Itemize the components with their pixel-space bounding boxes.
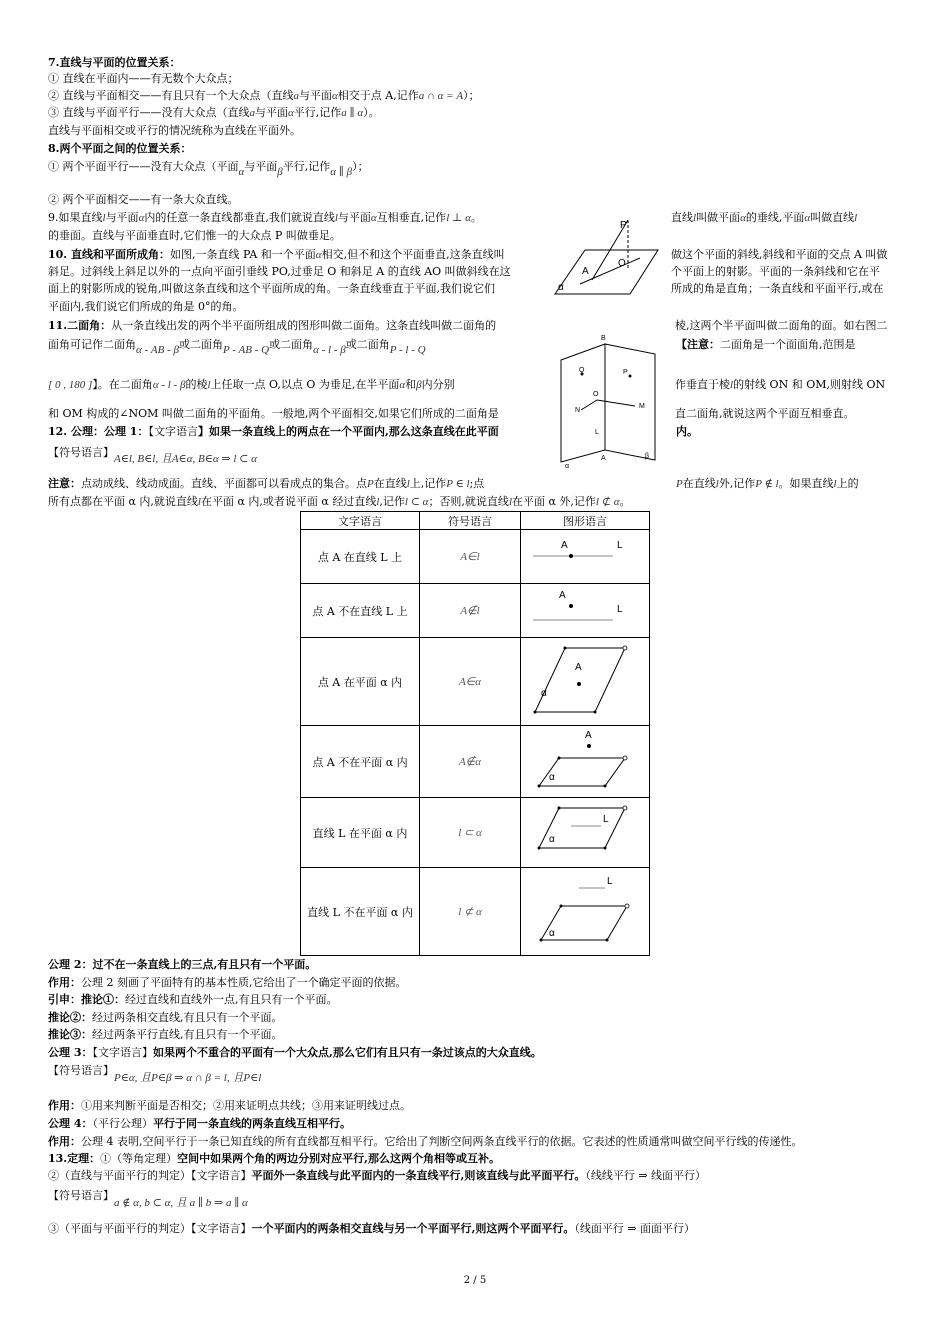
plane-alpha-shape bbox=[535, 648, 625, 712]
label-alpha: α bbox=[549, 928, 555, 939]
s7-item1: ① 直线在平面内——有无数个大众点； bbox=[48, 72, 239, 85]
table-cell-sym: l ⊄ α bbox=[420, 868, 521, 956]
dihedral-angle-figure bbox=[555, 330, 667, 470]
table-cell-text: 直线 L 不在平面 α 内 bbox=[301, 868, 420, 956]
s9-line1: 9.如果直线l与平面α内的任意一条直线都垂直,我们就说直线l与平面α互相垂直,记作l ⊥ α。 bbox=[48, 211, 482, 224]
s11-right1: 棱,这两个半平面叫做二面角的面。如右图二 bbox=[675, 319, 888, 332]
label-O: O bbox=[618, 258, 626, 269]
point-A bbox=[587, 744, 591, 748]
table-cell-text: 点 A 在直线 L 上 bbox=[301, 530, 420, 584]
label-A: A bbox=[582, 266, 589, 277]
table-cell-fig bbox=[521, 638, 650, 726]
s9-line2: 的垂面。直线与平面垂直时,它们惟一的大众点 P 叫做垂足。 bbox=[48, 229, 341, 242]
label-L: L bbox=[617, 540, 623, 551]
s8-title: 8.两个平面之间的位置关系： bbox=[48, 142, 192, 155]
ray-ON bbox=[581, 400, 597, 410]
table-cell-fig bbox=[521, 726, 650, 798]
s11-right2: 【注意：二面角是一个面面角,范围是 bbox=[676, 338, 856, 351]
label-beta: β bbox=[645, 453, 650, 460]
label-A: A bbox=[559, 590, 566, 601]
point-A bbox=[569, 554, 573, 558]
s7-title: 7.直线与平面的位置关系： bbox=[48, 56, 181, 69]
s10-line3: 面上的射影所成的锐角,叫做这条直线和这个平面所成的角。一条直线垂直于平面,我们说它们 bbox=[48, 282, 495, 295]
table-cell-sym: A∉α bbox=[420, 726, 521, 798]
ray-OM bbox=[597, 400, 635, 406]
s12-symbolic: 【符号语言】A∈l, B∈l, 且A∈α, B∈α ⇒ l ⊂ α bbox=[48, 446, 257, 465]
note-line1: 注意：点动成线、线动成面。直线、平面都可以看成点的集合。点P在直线l上,记作P ∈ l;点 bbox=[48, 477, 485, 490]
label-B: B bbox=[601, 335, 606, 342]
label-alpha: α bbox=[558, 282, 564, 293]
s10-line2: 斜足。过斜线上斜足以外的一点向平面引垂线 PO,过垂足 O 和斜足 A 的直线 AO 叫做斜线在这 bbox=[48, 265, 511, 278]
s10-line4: 平面内,我们说它们所成的角是 0°的角。 bbox=[48, 300, 244, 313]
point-P bbox=[629, 375, 632, 378]
table-cell-text: 直线 L 在平面 α 内 bbox=[301, 798, 420, 868]
note-line2: 所有点都在平面 α 内,就说直线l在平面 α 内,或者说平面 α 经过直线l,记作l ⊂ α；否则,就说直线l在平面 α 外,记作l ⊄ α。 bbox=[48, 495, 631, 508]
s10-right1: 做这个平面的斜线,斜线和平面的交点 A 叫做 bbox=[671, 248, 888, 261]
s9-line1-right: 直线l叫做平面α的垂线,平面α叫做直线l bbox=[671, 211, 858, 224]
table-cell-fig bbox=[521, 530, 650, 584]
s13-line2: ②（直线与平面平行的判定）【文字语言】平面外一条直线与此平面内的一条直线平行,则该直线与此平面平行。（线线平行 ⇒ 线面平行） bbox=[48, 1169, 707, 1182]
table-row bbox=[301, 530, 650, 584]
point-on-line-figure bbox=[521, 530, 649, 580]
s11-right3: 作垂直于棱l的射线 ON 和 OM,则射线 ON bbox=[675, 378, 886, 391]
table-cell-text: 点 A 在平面 α 内 bbox=[301, 638, 420, 726]
table-cell-sym: A∈α bbox=[420, 638, 521, 726]
axiom4-use: 作用：公理 4 表明,空间平行于一条已知直线的所有直线都互相平行。它给出了判断空间两条直线平行的依据。它表述的性质通常叫做空间平行线的传递性。 bbox=[48, 1135, 803, 1148]
note-line1-right: P在直线l外,记作P ∉ l。如果直线l上的 bbox=[676, 477, 859, 490]
label-O2: O bbox=[593, 391, 599, 398]
s10-right3: 所成的角是直角；一条直线和平面平行,或在 bbox=[671, 282, 884, 295]
point-A bbox=[569, 604, 573, 608]
axiom1-table bbox=[300, 511, 650, 956]
point-in-plane-figure bbox=[521, 638, 649, 722]
line-off-plane-figure bbox=[521, 868, 649, 952]
label-A: A bbox=[585, 730, 592, 741]
label-l: L bbox=[595, 429, 599, 436]
label-L: L bbox=[603, 814, 609, 825]
half-plane-alpha bbox=[561, 344, 605, 462]
s11-right4: 直二面角,就说这两个平面互相垂直。 bbox=[675, 407, 855, 420]
label-L: L bbox=[607, 876, 613, 887]
table-cell-sym: l ⊂ α bbox=[420, 798, 521, 868]
table-cell-fig bbox=[521, 798, 650, 868]
point-A bbox=[577, 682, 581, 686]
label-Q: Q bbox=[579, 367, 585, 374]
table-row bbox=[301, 584, 650, 638]
projection-AO bbox=[580, 258, 640, 284]
label-N: N bbox=[575, 407, 581, 414]
label-alpha: α bbox=[549, 834, 555, 845]
s8-item2: ② 两个平面相交——有一条大众直线。 bbox=[48, 193, 239, 206]
table-row bbox=[301, 726, 650, 798]
axiom2-corollary2: 推论②：经过两条相交直线,有且只有一个平面。 bbox=[48, 1011, 283, 1024]
s10-right2: 个平面上的射影。平面的一条斜线和它在平 bbox=[671, 265, 880, 278]
axiom3-use: 作用：①用来判断平面是否相交；②用来证明点共线；③用来证明线过点。 bbox=[48, 1099, 411, 1112]
table-row bbox=[301, 798, 650, 868]
axiom4: 公理 4：（平行公理）平行于同一条直线的两条直线互相平行。 bbox=[48, 1117, 351, 1130]
axiom2-use: 作用：公理 2 刻画了平面特有的基本性质,它给出了一个确定平面的依据。 bbox=[48, 976, 407, 989]
table-header: 符号语言 bbox=[420, 512, 521, 530]
axiom3: 公理 3：【文字语言】如果两个不重合的平面有一个大众点,那么它们有且只有一条过该点的大众直线。 bbox=[48, 1046, 542, 1059]
s12-line1-right: 内。 bbox=[676, 425, 698, 438]
label-M: M bbox=[639, 403, 645, 410]
table-cell-text: 点 A 不在直线 L 上 bbox=[301, 584, 420, 638]
axiom2-corollary1: 引申：推论①：经过直线和直线外一点,有且只有一个平面。 bbox=[48, 993, 338, 1006]
s13-line1: 13.定理：①（等角定理）空间中如果两个角的两边分别对应平行,那么这两个角相等或互补。 bbox=[48, 1152, 500, 1165]
s10-line1: 10. 直线和平面所成角：如图,一条直线 PA 和一个平面α相交,但不和这个平面垂直,这条直线叫 bbox=[48, 248, 505, 261]
label-alpha: α bbox=[549, 772, 555, 783]
s13-line3: ③（平面与平面平行的判定）【文字语言】一个平面内的两条相交直线与另一个平面平行,则这两个平面平行。（线面平行 ⇒ 面面平行） bbox=[48, 1222, 696, 1235]
table-row bbox=[301, 868, 650, 956]
table-header: 文字语言 bbox=[301, 512, 420, 530]
s7-item2: ② 直线与平面相交——有且只有一个大众点（直线a与平面α相交于点 A,记作a ∩ α = A）； bbox=[48, 89, 480, 102]
table-cell-sym: A∈l bbox=[420, 530, 521, 584]
point-off-line-figure bbox=[521, 584, 649, 634]
label-P2: P bbox=[623, 369, 628, 376]
table-header: 图形语言 bbox=[521, 512, 650, 530]
s13-symbolic: 【符号语言】a ∉ α, b ⊂ α, 且 a ∥ b ⇒ a ∥ α bbox=[48, 1189, 248, 1209]
s8-item1: ① 两个平面平行——没有大众点（平面α与平面β平行,记作α ∥ β）； bbox=[48, 160, 369, 178]
line-in-plane-figure bbox=[521, 798, 649, 864]
table-cell-text: 点 A 不在平面 α 内 bbox=[301, 726, 420, 798]
axiom2: 公理 2：过不在一条直线上的三点,有且只有一个平面。 bbox=[48, 958, 317, 971]
table-cell-fig bbox=[521, 868, 650, 956]
page-number: 2 / 5 bbox=[463, 1275, 487, 1286]
label-A2: A bbox=[601, 455, 606, 462]
s7-item3: ③ 直线与平面平行——没有大众点（直线a与平面α平行,记作a ∥ α）。 bbox=[48, 106, 380, 119]
s7-summary: 直线与平面相交或平行的情况统称为直线在平面外。 bbox=[48, 124, 301, 137]
s11-line2: 面角可记作二面角α - AB - β或二面角P - AB - Q或二面角α - l - β或二面角P - l - Q bbox=[48, 338, 426, 356]
label-alpha: α bbox=[541, 688, 547, 699]
label-A: A bbox=[561, 540, 568, 551]
table-cell-sym: A∉l bbox=[420, 584, 521, 638]
s11-line4: 和 OM 构成的∠NOM 叫做二面角的平面角。一般地,两个平面相交,如果它们所成的二面角是 bbox=[48, 407, 499, 420]
table-header-row bbox=[301, 512, 650, 530]
table-row bbox=[301, 638, 650, 726]
axiom3-symbolic: 【符号语言】P∈α, 且P∈β ⇒ α ∩ β = l, 且P∈l bbox=[48, 1064, 262, 1084]
label-A: A bbox=[575, 662, 582, 673]
label-L: L bbox=[617, 604, 623, 615]
axiom2-corollary3: 推论③：经过两条平行直线,有且只有一个平面。 bbox=[48, 1028, 283, 1041]
s11-line1: 11.二面角：从一条直线出发的两个半平面所组成的图形叫做二面角。这条直线叫做二面角的 bbox=[48, 319, 497, 332]
table-cell-fig bbox=[521, 584, 650, 638]
s12-line1: 12. 公理：公理 1：【文字语言】如果一条直线上的两点在一个平面内,那么这条直线在此平面 bbox=[48, 425, 499, 438]
label-alpha2: α bbox=[565, 463, 570, 470]
label-P: P bbox=[620, 220, 627, 231]
line-plane-angle-figure bbox=[550, 212, 665, 307]
s11-line3: [ 0 , 180 ]】。在二面角α - l - β的棱l上任取一点 O,以点 O 为垂足,在半平面α和β内分别 bbox=[48, 378, 455, 391]
point-off-plane-figure bbox=[521, 726, 649, 794]
